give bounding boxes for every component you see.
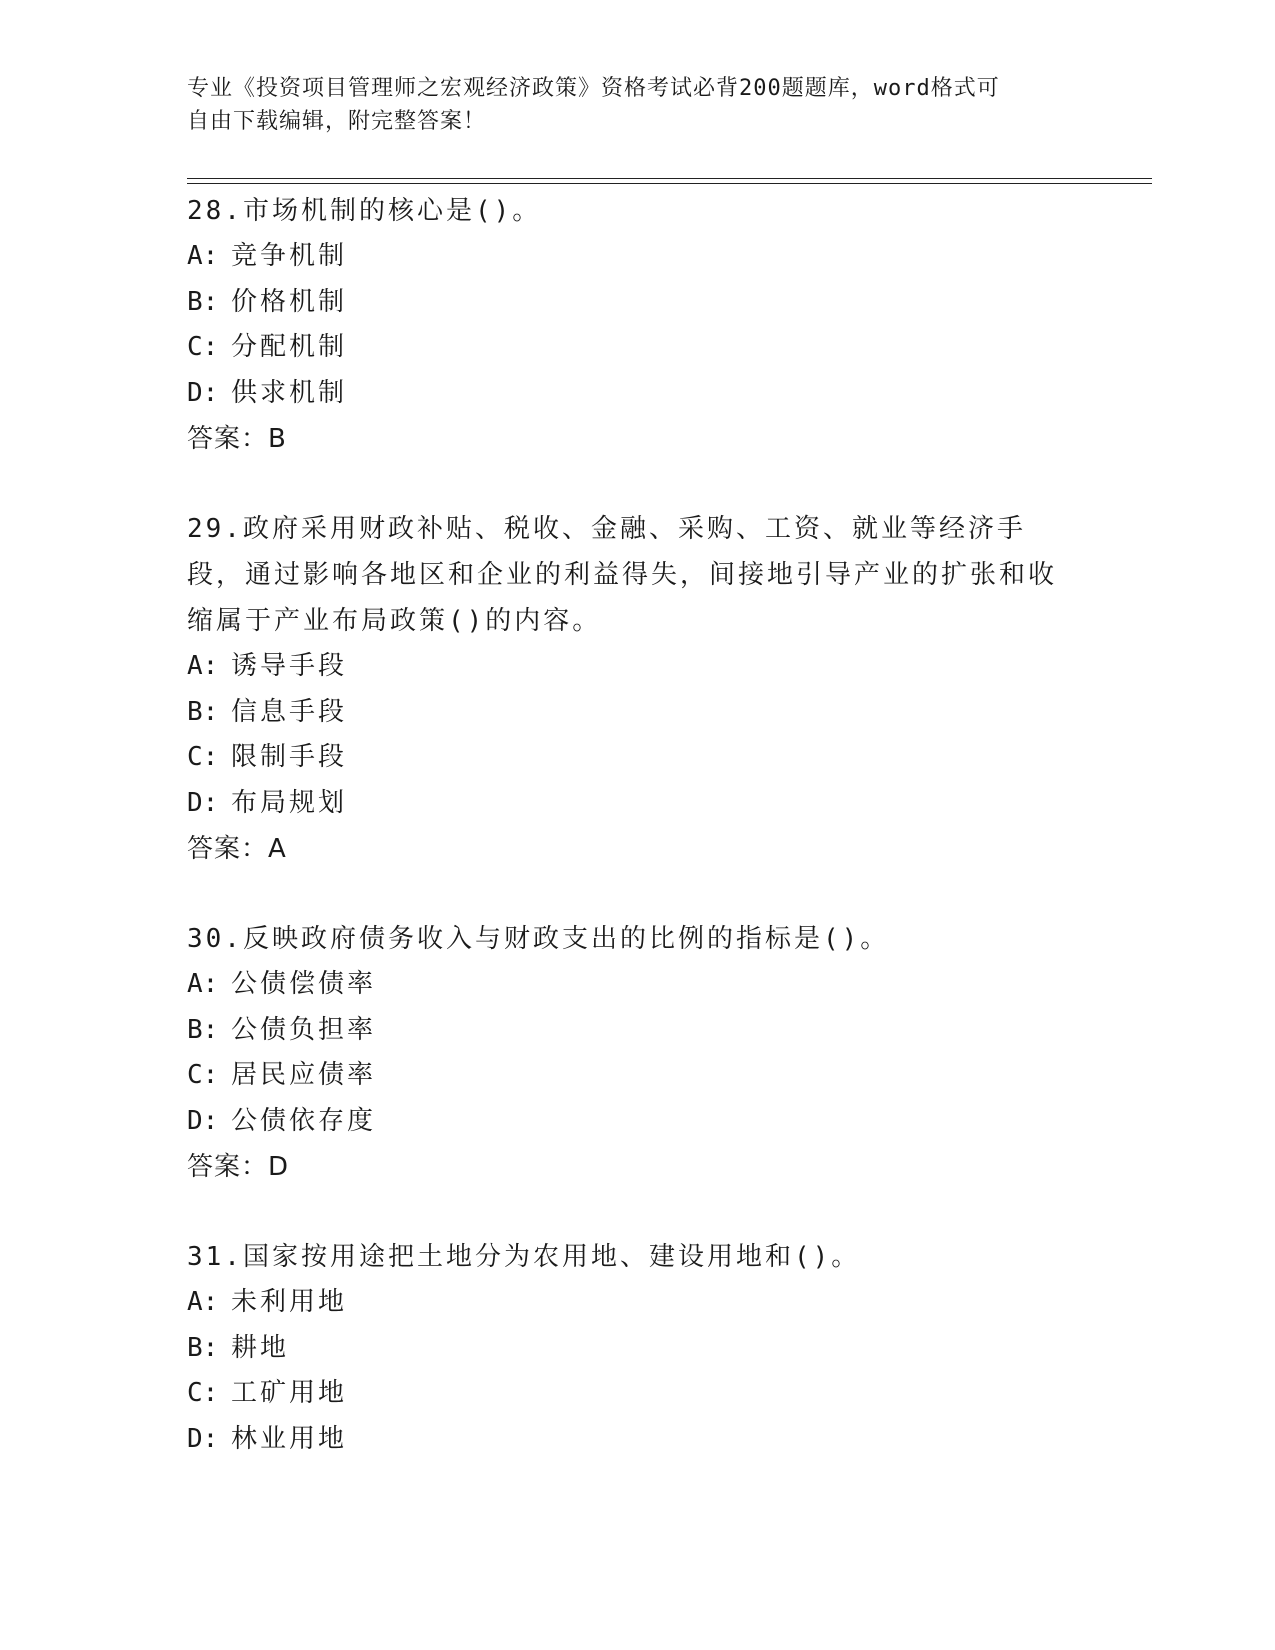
question-list <box>187 188 1067 1462</box>
option-text: 布局规划 <box>231 787 348 818</box>
option-text: 林业用地 <box>231 1423 348 1454</box>
question-28 <box>187 188 1067 462</box>
option-b <box>187 1326 1067 1372</box>
question-spacer <box>187 872 1067 916</box>
question-stem: 28.市场机制的核心是()。 <box>187 196 542 226</box>
option-a <box>187 644 1067 690</box>
question-stem: 29.政府采用财政补贴、税收、金融、采购、工资、就业等经济手段，通过影响各地区和企业的利益得失，间接地引导产业的扩张和收缩属于产业布局政策()的内容。 <box>187 514 1058 636</box>
option-text: 公债负担率 <box>231 1014 377 1045</box>
answer-line: 答案：A <box>187 834 287 864</box>
option-text: 诱导手段 <box>231 651 348 681</box>
header-line-1: 专业《投资项目管理师之宏观经济政策》资格考试必背200题题库，word格式可 <box>187 76 1000 101</box>
option-text: 竞争机制 <box>231 241 348 271</box>
option-key: D: <box>187 787 219 818</box>
answer-line: 答案：D <box>187 1152 290 1182</box>
option-c <box>187 1053 1067 1099</box>
option-key: D: <box>187 377 219 408</box>
option-a <box>187 962 1067 1008</box>
question-29 <box>187 506 1067 872</box>
option-a <box>187 234 1067 280</box>
option-key: C: <box>187 1060 219 1090</box>
option-d <box>187 781 1067 827</box>
option-text: 价格机制 <box>231 286 348 317</box>
option-a <box>187 1280 1067 1326</box>
header-divider <box>187 178 1152 184</box>
question-31 <box>187 1234 1067 1462</box>
option-key: B: <box>187 286 219 317</box>
option-text: 供求机制 <box>231 377 348 408</box>
header-line-2: 自由下载编辑，附完整答案！ <box>187 109 487 134</box>
question-stem: 31.国家按用途把土地分为农用地、建设用地和()。 <box>187 1242 861 1272</box>
option-text: 耕地 <box>231 1332 290 1363</box>
question-spacer <box>187 1190 1067 1234</box>
option-key: B: <box>187 1014 219 1045</box>
option-d <box>187 1417 1067 1463</box>
option-key: D: <box>187 1105 219 1136</box>
option-key: A: <box>187 969 219 999</box>
option-text: 公债偿债率 <box>231 969 377 999</box>
option-key: D: <box>187 1423 219 1454</box>
question-spacer <box>187 462 1067 506</box>
option-c <box>187 735 1067 781</box>
option-key: C: <box>187 1378 219 1408</box>
option-c <box>187 325 1067 371</box>
option-text: 公债依存度 <box>231 1105 377 1136</box>
option-d <box>187 371 1067 417</box>
option-key: A: <box>187 651 219 681</box>
option-key: A: <box>187 1287 219 1317</box>
option-key: B: <box>187 1332 219 1363</box>
option-d <box>187 1099 1067 1145</box>
document-header <box>187 72 1087 138</box>
option-text: 信息手段 <box>231 696 348 727</box>
option-c <box>187 1371 1067 1417</box>
option-text: 未利用地 <box>231 1287 348 1317</box>
question-30 <box>187 916 1067 1190</box>
option-text: 工矿用地 <box>231 1378 348 1408</box>
option-key: B: <box>187 696 219 727</box>
option-text: 限制手段 <box>231 742 348 772</box>
option-text: 居民应债率 <box>231 1060 377 1090</box>
option-key: C: <box>187 742 219 772</box>
option-b <box>187 690 1067 736</box>
option-key: A: <box>187 241 219 271</box>
option-b <box>187 280 1067 326</box>
answer-line: 答案：B <box>187 424 287 454</box>
option-b <box>187 1008 1067 1054</box>
option-text: 分配机制 <box>231 332 348 362</box>
question-stem: 30.反映政府债务收入与财政支出的比例的指标是()。 <box>187 924 890 954</box>
option-key: C: <box>187 332 219 362</box>
